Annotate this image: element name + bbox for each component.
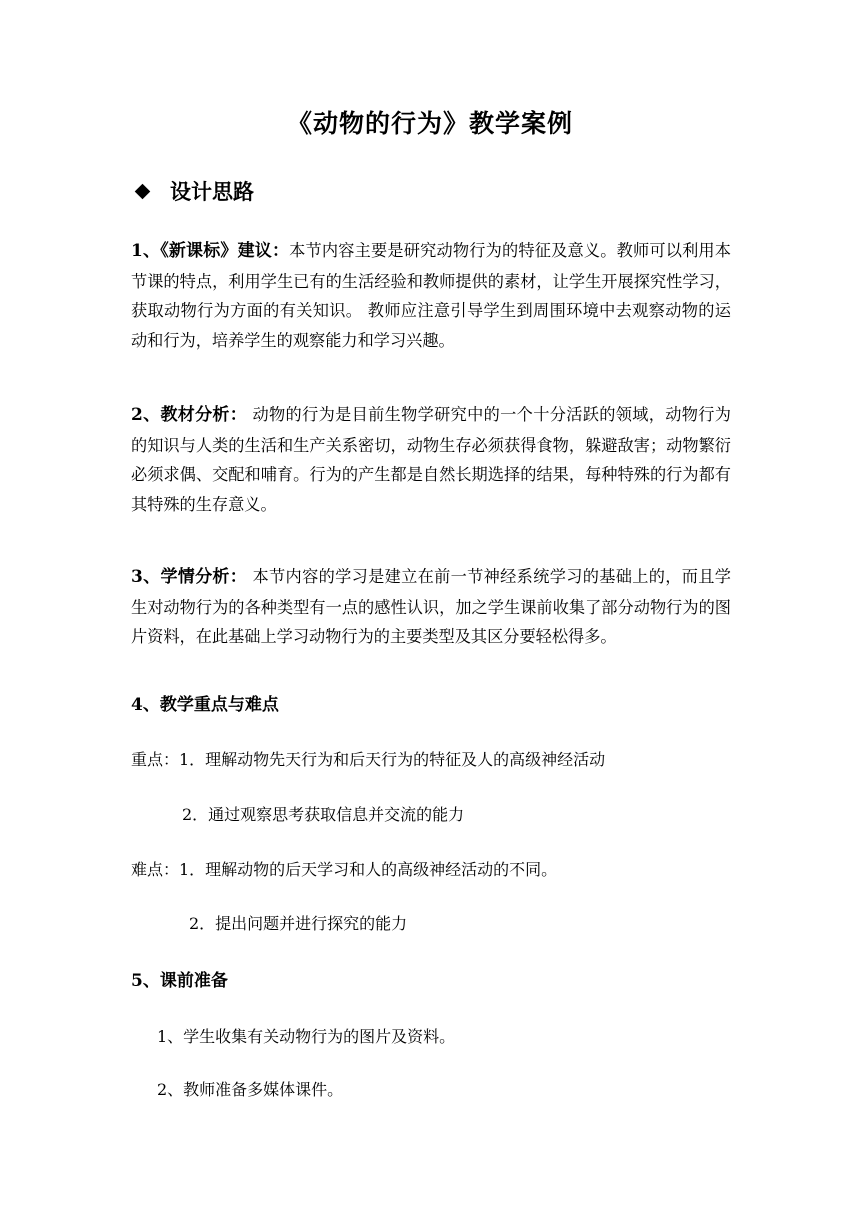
diamond-bullet-icon: [135, 183, 151, 199]
section-curriculum-label: 1、《新课标》建议：: [131, 241, 290, 261]
section-textbook: [131, 400, 731, 519]
section-students: [131, 562, 731, 652]
key-point-1: 重点：1．理解动物先天行为和后天行为的特征及人的高级神经活动: [131, 750, 606, 769]
design-heading: [131, 176, 254, 206]
section-textbook-text: 动物的行为是目前生物学研究中的一个十分活跃的领域，动物行为的知识与人类的生活和生产关系密切，动物生存必须获得食物，躲避敌害；动物繁衍必须求偶、交配和哺育。行为的产生都是自然长期选择的结果，每种特殊的行为都有其特殊的生存意义。: [131, 405, 731, 514]
difficulty-1: 难点：1．理解动物的后天学习和人的高级神经活动的不同。: [131, 860, 558, 879]
section-textbook-label: 2、教材分析：: [131, 405, 248, 425]
prep-item-2: 2、教师准备多媒体课件。: [157, 1080, 344, 1099]
prep-heading: 5、课前准备: [131, 971, 228, 991]
difficulty-2: 2．提出问题并进行探究的能力: [189, 914, 408, 933]
document-title: 《动物的行为》教学案例: [286, 109, 573, 138]
key-points-heading: 4、教学重点与难点: [131, 695, 279, 715]
design-heading-label: 设计思路: [170, 179, 254, 204]
section-students-text: 本节内容的学习是建立在前一节神经系统学习的基础上的，而且学生对动物行为的各种类型有一点的感性认识，加之学生课前收集了部分动物行为的图片资料，在此基础上学习动物行为的主要类型及其区分要轻松得多。: [131, 567, 731, 646]
section-curriculum: [131, 236, 731, 355]
section-curriculum-text: 本节内容主要是研究动物行为的特征及意义。教师可以利用本节课的特点，利用学生已有的生活经验和教师提供的素材，让学生开展探究性学习，获取动物行为方面的有关知识。 教师应注意引导学生到周围环境中去观察动物的运动和行为，培养学生的观察能力和学习兴趣。: [131, 241, 731, 350]
prep-item-1: 1、学生收集有关动物行为的图片及资料。: [157, 1027, 456, 1046]
key-point-2: 2．通过观察思考获取信息并交流的能力: [182, 805, 465, 824]
section-students-label: 3、学情分析：: [131, 567, 248, 587]
